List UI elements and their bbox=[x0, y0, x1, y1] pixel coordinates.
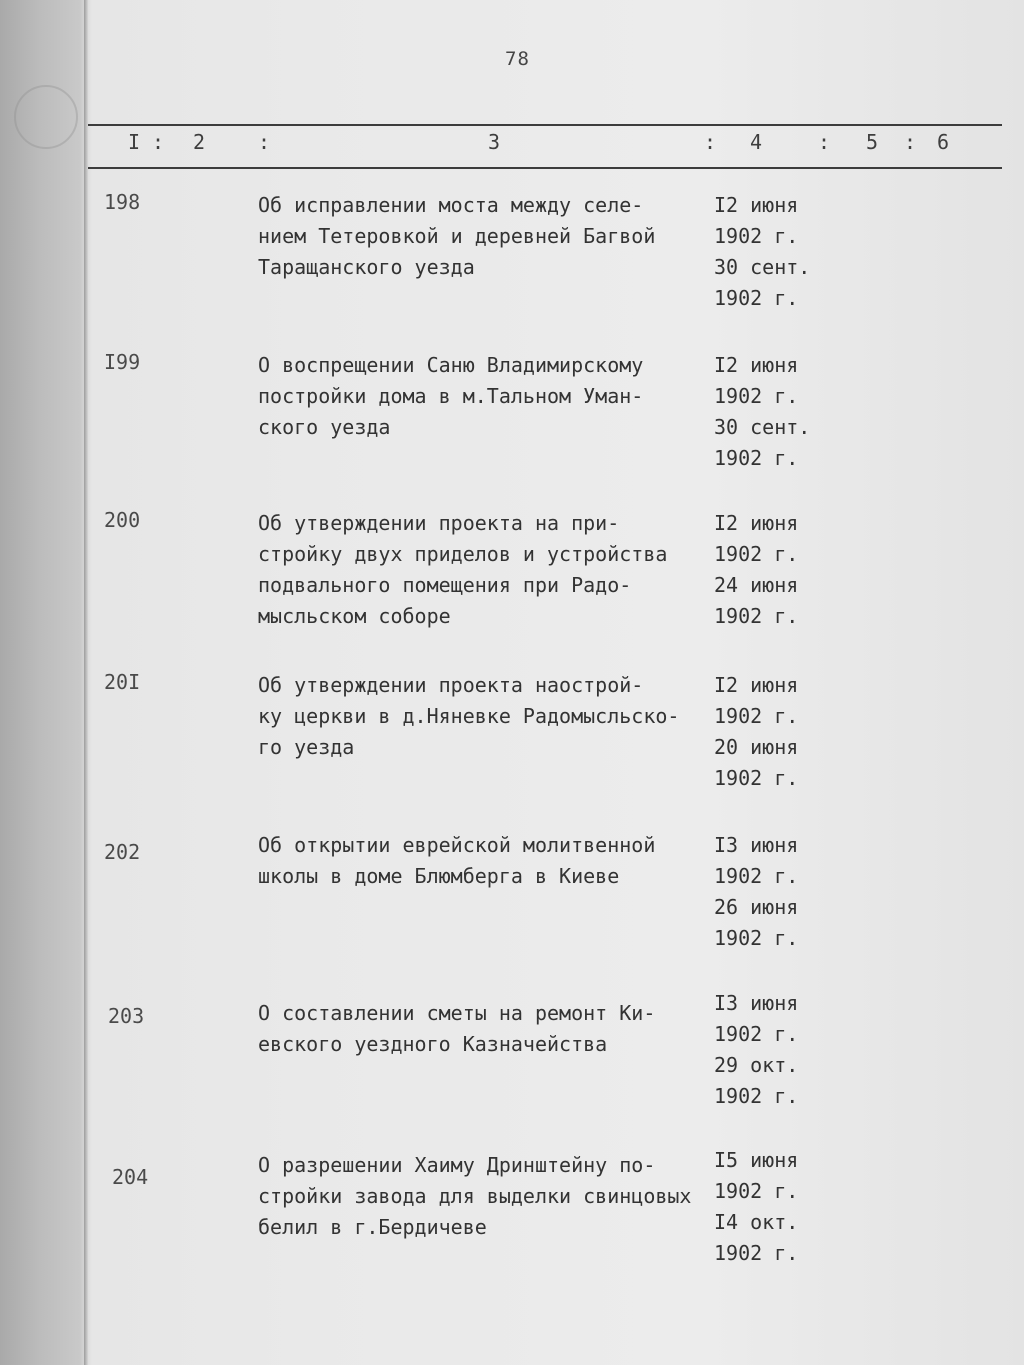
column-header-1: I bbox=[128, 130, 141, 154]
description-line: постройки дома в м.Тальном Уман- bbox=[258, 384, 644, 408]
start-date: I3 июня bbox=[714, 833, 799, 857]
entry-dates bbox=[714, 1145, 834, 1269]
start-date: I2 июня bbox=[714, 193, 799, 217]
entry-description bbox=[258, 670, 718, 763]
description-line: мысльском соборе bbox=[258, 604, 451, 628]
description-line: школы в доме Блюмберга в Киеве bbox=[258, 864, 620, 888]
entry-number: 198 bbox=[104, 190, 141, 214]
header-rule-bottom bbox=[88, 167, 1002, 169]
entry-description bbox=[258, 998, 718, 1060]
entry-description bbox=[258, 1150, 718, 1243]
description-line: ку церкви в д.Няневке Радомысльско- bbox=[258, 704, 680, 728]
description-line: стройку двух приделов и устройства bbox=[258, 542, 668, 566]
register-entry bbox=[0, 350, 1024, 500]
end-year: 1902 г. bbox=[714, 446, 799, 470]
description-line: Об исправлении моста между селе- bbox=[258, 193, 644, 217]
column-separator: : bbox=[904, 130, 917, 154]
description-line: евского уездного Казначейства bbox=[258, 1032, 608, 1056]
start-date: I5 июня bbox=[714, 1148, 799, 1172]
end-date: 24 июня bbox=[714, 573, 799, 597]
start-year: 1902 г. bbox=[714, 224, 799, 248]
start-year: 1902 г. bbox=[714, 864, 799, 888]
entry-number: 203 bbox=[108, 1004, 145, 1028]
entry-description bbox=[258, 190, 718, 283]
end-year: 1902 г. bbox=[714, 286, 799, 310]
description-line: стройки завода для выделки свинцовых bbox=[258, 1184, 692, 1208]
start-year: 1902 г. bbox=[714, 384, 799, 408]
entry-dates bbox=[714, 670, 834, 794]
description-line: О составлении сметы на ремонт Ки- bbox=[258, 1001, 656, 1025]
end-year: 1902 г. bbox=[714, 1241, 799, 1265]
column-separator: : bbox=[258, 130, 271, 154]
description-line: подвального помещения при Радо- bbox=[258, 573, 632, 597]
description-line: Об утверждении проекта наострой- bbox=[258, 673, 644, 697]
end-date: 30 сент. bbox=[714, 255, 811, 279]
start-date: I2 июня bbox=[714, 673, 799, 697]
register-entry bbox=[0, 670, 1024, 820]
column-header-6: 6 bbox=[937, 130, 950, 154]
entry-dates bbox=[714, 988, 834, 1112]
entry-number: 20I bbox=[104, 670, 141, 694]
column-separator: : bbox=[152, 130, 165, 154]
description-line: го уезда bbox=[258, 735, 355, 759]
register-entry bbox=[0, 190, 1024, 340]
register-entry bbox=[0, 988, 1024, 1138]
column-header-4: 4 bbox=[750, 130, 763, 154]
entry-number: 202 bbox=[104, 840, 141, 864]
end-year: 1902 г. bbox=[714, 1084, 799, 1108]
register-entry bbox=[0, 830, 1024, 980]
entry-description bbox=[258, 830, 718, 892]
column-header-2: 2 bbox=[193, 130, 206, 154]
entry-description bbox=[258, 508, 718, 632]
entry-dates bbox=[714, 508, 834, 632]
column-header-5: 5 bbox=[866, 130, 879, 154]
entry-number: 204 bbox=[112, 1165, 149, 1189]
start-year: 1902 г. bbox=[714, 1022, 799, 1046]
description-line: ского уезда bbox=[258, 415, 391, 439]
end-date: 29 окт. bbox=[714, 1053, 799, 1077]
entry-dates bbox=[714, 350, 834, 474]
entry-description bbox=[258, 350, 718, 443]
start-year: 1902 г. bbox=[714, 542, 799, 566]
start-year: 1902 г. bbox=[714, 704, 799, 728]
start-date: I3 июня bbox=[714, 991, 799, 1015]
description-line: белил в г.Бердичеве bbox=[258, 1215, 487, 1239]
start-year: 1902 г. bbox=[714, 1179, 799, 1203]
column-separator: : bbox=[704, 130, 717, 154]
description-line: О воспрещении Саню Владимирскому bbox=[258, 353, 644, 377]
end-year: 1902 г. bbox=[714, 926, 799, 950]
entry-number: I99 bbox=[104, 350, 141, 374]
end-year: 1902 г. bbox=[714, 766, 799, 790]
description-line: Таращанского уезда bbox=[258, 255, 475, 279]
register-entry bbox=[0, 508, 1024, 658]
page-number: 78 bbox=[505, 48, 530, 70]
description-line: О разрешении Хаиму Дринштейну по- bbox=[258, 1153, 656, 1177]
column-separator: : bbox=[818, 130, 831, 154]
description-line: нием Тетеровкой и деревней Багвой bbox=[258, 224, 656, 248]
column-header-3: 3 bbox=[488, 130, 501, 154]
margin-smudge bbox=[14, 85, 78, 149]
register-entry bbox=[0, 1145, 1024, 1295]
description-line: Об утверждении проекта на при- bbox=[258, 511, 620, 535]
entry-number: 200 bbox=[104, 508, 141, 532]
description-line: Об открытии еврейской молитвенной bbox=[258, 833, 656, 857]
end-year: 1902 г. bbox=[714, 604, 799, 628]
end-date: I4 окт. bbox=[714, 1210, 799, 1234]
header-rule-top bbox=[88, 124, 1002, 126]
entry-dates bbox=[714, 830, 834, 954]
entry-dates bbox=[714, 190, 834, 314]
end-date: 26 июня bbox=[714, 895, 799, 919]
start-date: I2 июня bbox=[714, 511, 799, 535]
start-date: I2 июня bbox=[714, 353, 799, 377]
end-date: 20 июня bbox=[714, 735, 799, 759]
end-date: 30 сент. bbox=[714, 415, 811, 439]
